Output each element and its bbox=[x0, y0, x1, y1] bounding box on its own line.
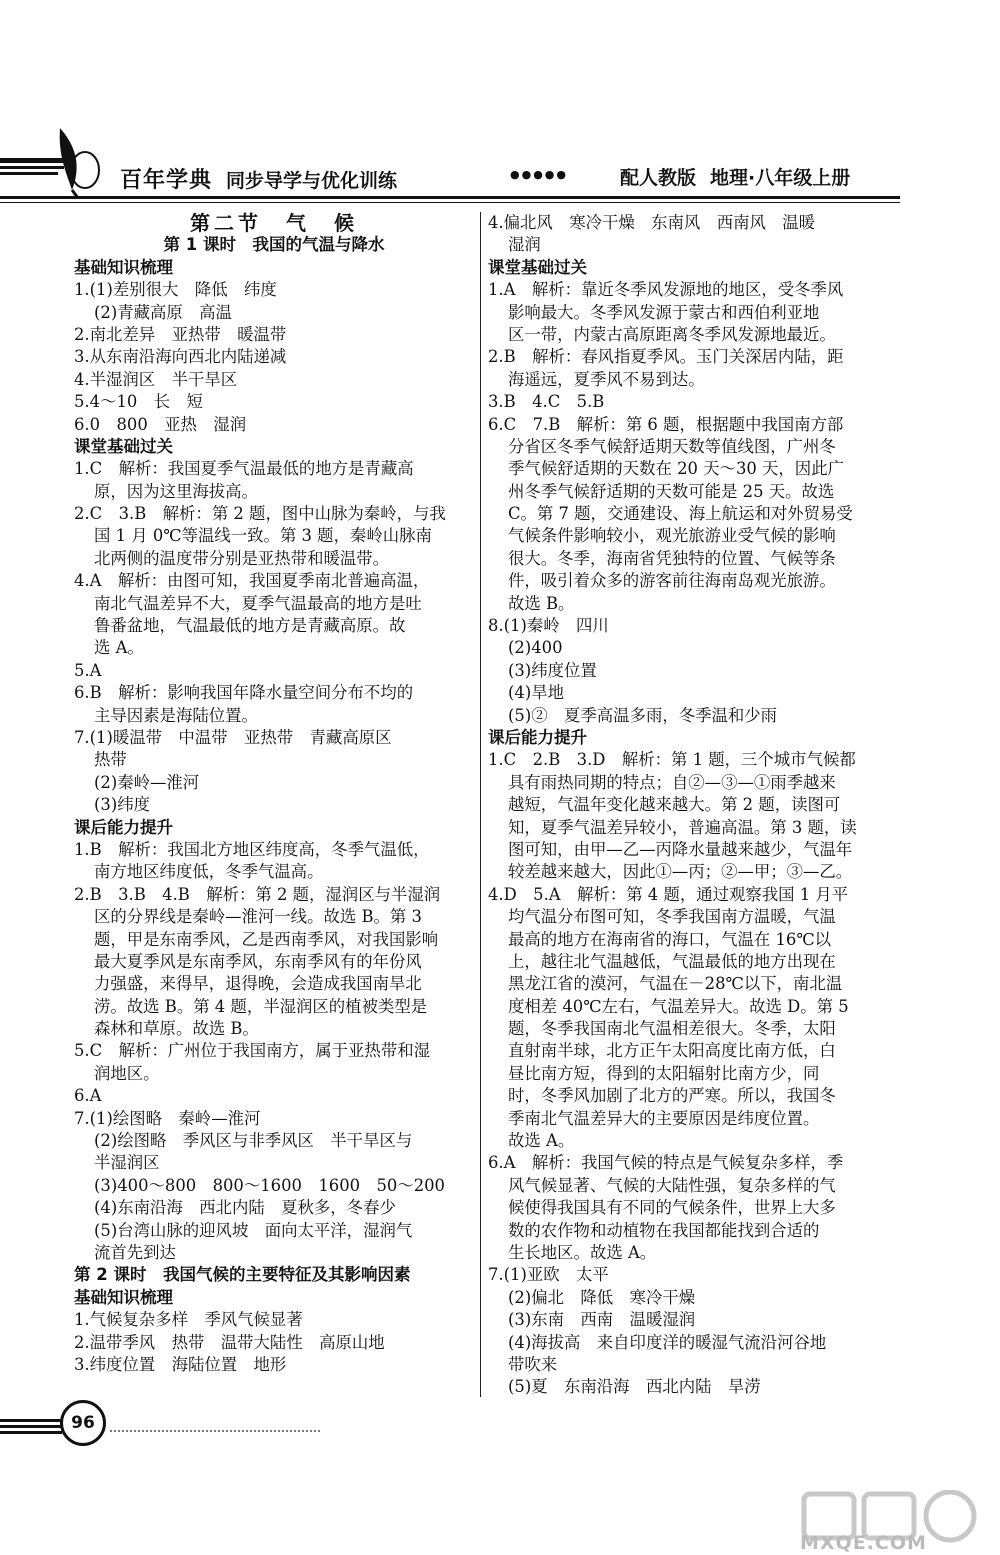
left-column-line: 流首先到达 bbox=[94, 1242, 176, 1262]
right-column-line: C。第 7 题，交通建设、海上航运和对外贸易受 bbox=[508, 504, 853, 524]
left-column-line: 第 1 课时 我国的气温与降水 bbox=[163, 235, 385, 255]
header-rule-thin bbox=[0, 202, 900, 203]
left-column-line: 原，因为这里海拔高。 bbox=[94, 481, 258, 501]
right-column-line: 风气候显著、气候的大陆性强，复杂多样的气 bbox=[508, 1175, 836, 1195]
right-column-line: 均气温分布图可知，冬季我国南方温暖，气温 bbox=[508, 907, 836, 927]
left-column-line: 南北气温差异不大，夏季气温最高的地方是吐 bbox=[94, 593, 422, 613]
left-column-line: 7.(1)暖温带 中温带 亚热带 青藏高原区 bbox=[74, 727, 392, 747]
left-column-line: (2)青藏高原 高温 bbox=[94, 302, 232, 322]
right-column-line: 课后能力提升 bbox=[488, 727, 587, 747]
left-column-line: 森林和草原。故选 B。 bbox=[94, 1019, 259, 1039]
left-column-line: 主导因素是海陆位置。 bbox=[94, 705, 258, 725]
right-column-line: 2.B 解析：春风指夏季风。玉门关深居内陆，距 bbox=[488, 347, 844, 367]
right-column-line: 气候条件影响较小，观光旅游业受气候的影响 bbox=[508, 526, 836, 546]
left-column-line: 第 2 课时 我国气候的主要特征及其影响因素 bbox=[74, 1265, 411, 1285]
right-column-line: 3.B 4.C 5.B bbox=[488, 392, 605, 412]
left-column-line: 3.纬度位置 海陆位置 地形 bbox=[74, 1354, 287, 1374]
left-column-line: 5.4～10 长 短 bbox=[74, 392, 203, 412]
left-column-line: 2.温带季风 热带 温带大陆性 高原山地 bbox=[74, 1332, 385, 1352]
page-header bbox=[0, 0, 1000, 205]
watermark-url: MXQE.COM bbox=[800, 1532, 927, 1554]
left-column-line: 选 A。 bbox=[94, 638, 144, 658]
right-column-line: 候使得我国具有不同的气候条件，世界上大多 bbox=[508, 1198, 836, 1218]
header-left bbox=[120, 163, 397, 194]
left-column-line: (4)东南沿海 西北内陆 夏秋多，冬春少 bbox=[94, 1198, 396, 1218]
left-column-line: 1.C 解析：我国夏季气温最低的地方是青藏高 bbox=[74, 459, 414, 479]
right-column-line: 题，冬季我国南北气温相差很大。冬季，太阳 bbox=[508, 1019, 836, 1039]
right-column-line: 课堂基础过关 bbox=[488, 257, 587, 277]
left-column-line: 5.C 解析：广州位于我国南方，属于亚热带和湿 bbox=[74, 1041, 430, 1061]
left-column-line: 5.A bbox=[74, 660, 102, 680]
right-column-line: 黑龙江省的漠河，气温在－28℃以下，南北温 bbox=[508, 974, 843, 994]
right-column-line: (5)夏 东南沿海 西北内陆 旱涝 bbox=[508, 1377, 761, 1397]
left-column-line: 1.B 解析：我国北方地区纬度高，冬季气温低， bbox=[74, 839, 430, 859]
right-column-line: 8.(1)秦岭 四川 bbox=[488, 616, 609, 636]
left-column-line: 6.0 800 亚热 湿润 bbox=[74, 414, 247, 434]
left-column-line: 南方地区纬度低，冬季气温高。 bbox=[94, 862, 324, 882]
left-column-line: 1.气候复杂多样 季风气候显著 bbox=[74, 1310, 303, 1330]
right-column-line: 上，越往北气温越低，气温最低的地方出现在 bbox=[508, 951, 836, 971]
right-column-line: 州冬季气候舒适期的天数可能是 25 天。故选 bbox=[508, 481, 835, 501]
left-column-line: 2.B 3.B 4.B 解析：第 2 题，湿润区与半湿润 bbox=[74, 884, 441, 904]
left-column-line: 7.(1)绘图略 秦岭—淮河 bbox=[74, 1108, 261, 1128]
right-column-line: (3)东南 西南 温暖湿润 bbox=[508, 1310, 696, 1330]
left-column-line: 涝。故选 B。第 4 题，半湿润区的植被类型是 bbox=[94, 996, 428, 1016]
left-column-line: 2.南北差异 亚热带 暖温带 bbox=[74, 324, 287, 344]
right-column-line: (4)旱地 bbox=[508, 683, 564, 703]
right-column-line: 度相差 40℃左右，气温差异大。故选 D。第 5 bbox=[508, 996, 849, 1016]
right-column-line: 图可知，由甲—乙—丙降水量越来越少，气温年 bbox=[508, 839, 853, 859]
left-column-line: 6.A bbox=[74, 1086, 102, 1106]
right-column-line: 具有雨热同期的特点；自②—③—①雨季越来 bbox=[508, 772, 836, 792]
right-column-line: 1.C 2.B 3.D 解析：第 1 题，三个城市气候都 bbox=[488, 750, 856, 770]
right-column-line: 时，冬季风加剧了北方的严寒。所以，我国冬 bbox=[508, 1086, 836, 1106]
brand-name: 百年学典 bbox=[120, 168, 213, 193]
right-column-line: 6.A 解析：我国气候的特点是气候复杂多样，季 bbox=[488, 1153, 844, 1173]
footer-dotted-rule bbox=[110, 1430, 320, 1432]
subject-label: 地理·八年级上册 bbox=[710, 167, 851, 189]
right-column-line: 分省区冬季气候舒适期天数等值线图，广州冬 bbox=[508, 436, 836, 456]
header-rule bbox=[0, 196, 900, 199]
right-column-line: 昼比南方短，得到的太阳辐射比南方少，同 bbox=[508, 1063, 820, 1083]
left-column-line: 4.A 解析：由图可知，我国夏季南北普遍高温， bbox=[74, 571, 430, 591]
right-column-line: 6.C 7.B 解析：第 6 题，根据题中我国南方部 bbox=[488, 414, 844, 434]
left-column-line: 力强盛，来得早，退得晚，会造成我国南旱北 bbox=[94, 974, 422, 994]
left-column-line: (2)秦岭—淮河 bbox=[94, 772, 200, 792]
right-column-line: 区一带，内蒙古高原距离冬季风发源地最近。 bbox=[508, 324, 836, 344]
left-column-line: 3.从东南沿海向西北内陆递减 bbox=[74, 347, 287, 367]
edition-label: 配人教版 bbox=[620, 167, 697, 189]
right-column-line: (3)纬度位置 bbox=[508, 660, 597, 680]
left-column-line: 课后能力提升 bbox=[74, 817, 173, 837]
right-column-line: 故选 A。 bbox=[508, 1131, 575, 1151]
page-number: 96 bbox=[60, 1400, 106, 1446]
left-column-line: 基础知识梳理 bbox=[74, 257, 173, 277]
left-column-line: 最大夏季风是东南季风，东南季风有的年份风 bbox=[94, 951, 422, 971]
right-column-line: 件，吸引着众多的游客前往海南岛观光旅游。 bbox=[508, 571, 836, 591]
left-column-line: 6.B 解析：影响我国年降水量空间分布不均的 bbox=[74, 683, 414, 703]
header-dots: ●●●●● bbox=[510, 168, 568, 181]
right-column-line: 季南北气温差异大的主要原因是纬度位置。 bbox=[508, 1108, 820, 1128]
left-column bbox=[74, 212, 474, 1376]
left-column-line: 区的分界线是秦岭—淮河一线。故选 B。第 3 bbox=[94, 907, 422, 927]
left-column-line: 国 1 月 0℃等温线一致。第 3 题，秦岭山脉南 bbox=[94, 526, 432, 546]
left-column-line: 热带 bbox=[94, 750, 127, 770]
right-column-line: 最高的地方在海南省的海口，气温在 16℃以 bbox=[508, 929, 832, 949]
left-column-line: 2.C 3.B 解析：第 2 题，图中山脉为秦岭，与我 bbox=[74, 504, 446, 524]
right-column-line: 季气候舒适期的天数在 20 天～30 天，因此广 bbox=[508, 459, 844, 479]
left-column-line: 第二节 气 候 bbox=[190, 211, 358, 235]
quill-logo-icon bbox=[0, 120, 120, 200]
right-column-line: 越短，气温年变化越来越大。第 2 题，读图可 bbox=[508, 795, 841, 815]
left-column-line: 基础知识梳理 bbox=[74, 1287, 173, 1307]
right-column-line: 知，夏季气温差异较小，普遍高温。第 3 题，读 bbox=[508, 817, 857, 837]
right-column-line: 1.A 解析：靠近冬季风发源地的地区，受冬季风 bbox=[488, 280, 844, 300]
right-column-line: (2)400 bbox=[508, 638, 563, 658]
right-column bbox=[488, 212, 888, 1399]
right-column-line: 故选 B。 bbox=[508, 593, 575, 613]
left-column-line: 课堂基础过关 bbox=[74, 436, 173, 456]
right-column-line: (2)偏北 降低 寒冷干燥 bbox=[508, 1287, 696, 1307]
left-column-line: 1.(1)差别很大 降低 纬度 bbox=[74, 280, 277, 300]
series-name: 同步导学与优化训练 bbox=[226, 170, 398, 192]
right-column-line: 影响最大。冬季风发源于蒙古和西伯利亚地 bbox=[508, 302, 820, 322]
right-column-line: 4.偏北风 寒冷干燥 东南风 西南风 温暖 bbox=[488, 213, 816, 232]
left-column-line: (5)台湾山脉的迎风坡 面向太平洋，湿润气 bbox=[94, 1220, 413, 1240]
left-column-line: 半湿润区 bbox=[94, 1153, 160, 1173]
right-column-line: 带吹来 bbox=[508, 1354, 558, 1374]
right-column-line: 较差越来越大，因此①—丙；②—甲；③—乙。 bbox=[508, 862, 853, 882]
left-column-line: 润地区。 bbox=[94, 1063, 160, 1083]
right-column-line: 7.(1)亚欧 太平 bbox=[488, 1265, 609, 1285]
left-column-line: (3)纬度 bbox=[94, 795, 150, 815]
left-column-line: 鲁番盆地，气温最低的地方是青藏高原。故 bbox=[94, 616, 406, 636]
left-column-line: 北两侧的温度带分别是亚热带和暖温带。 bbox=[94, 548, 390, 568]
right-column-line: 4.D 5.A 解析：第 4 题，通过观察我国 1 月平 bbox=[488, 884, 849, 904]
right-column-line: 数的农作物和动植物在我国都能找到合适的 bbox=[508, 1220, 820, 1240]
right-column-line: 湿润 bbox=[508, 235, 541, 255]
right-column-line: 直射南半球，北方正午太阳高度比南方低，白 bbox=[508, 1041, 836, 1061]
column-divider bbox=[480, 212, 481, 1397]
right-column-line: (5)② 夏季高温多雨，冬季温和少雨 bbox=[508, 705, 778, 725]
left-column-line: 4.半湿润区 半干旱区 bbox=[74, 369, 238, 389]
header-right bbox=[620, 163, 850, 190]
right-column-line: 生长地区。故选 A。 bbox=[508, 1242, 657, 1262]
left-column-line: 题，甲是东南季风，乙是西南季风，对我国影响 bbox=[94, 929, 439, 949]
right-column-line: 海遥远，夏季风不易到达。 bbox=[508, 369, 705, 389]
right-column-line: 很大。冬季，海南省凭独特的位置、气候等条 bbox=[508, 548, 836, 568]
right-column-line: (4)海拔高 来自印度洋的暖湿气流沿河谷地 bbox=[508, 1332, 827, 1352]
left-column-line: (2)绘图略 季风区与非季风区 半干旱区与 bbox=[94, 1131, 413, 1151]
left-column-line: (3)400～800 800～1600 1600 50～200 bbox=[94, 1175, 445, 1195]
